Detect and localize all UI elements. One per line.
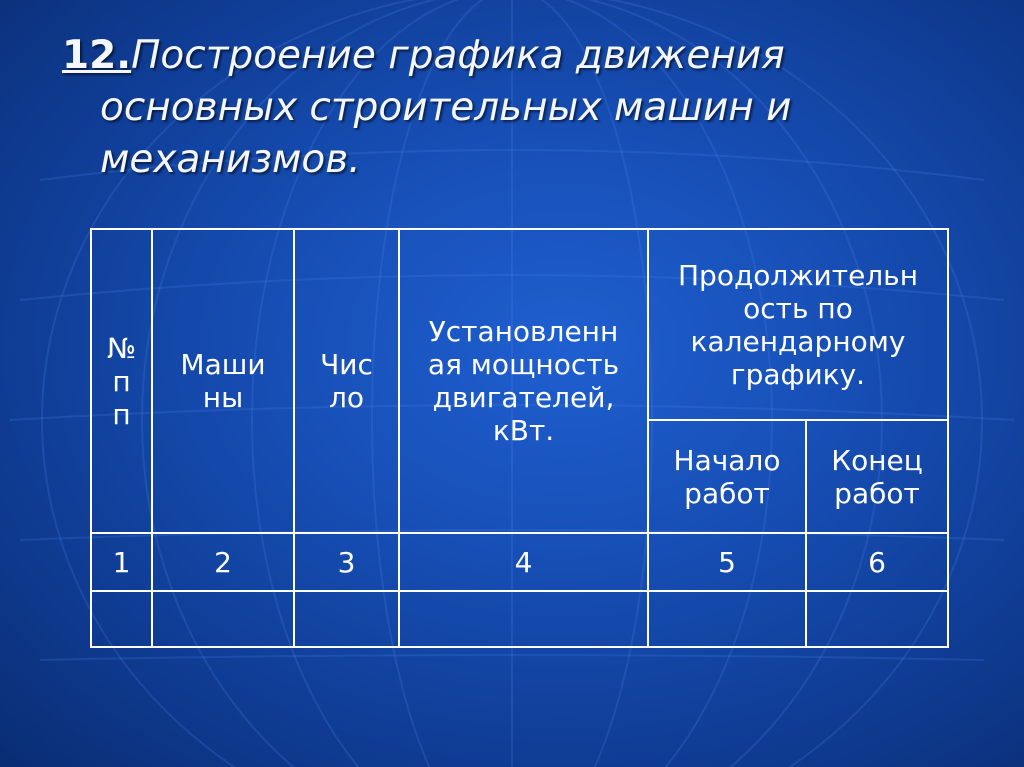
header-duration	[648, 229, 948, 420]
header-work-end-line: работ	[834, 476, 920, 510]
title-line-3: механизмов.	[100, 137, 361, 182]
empty-cell	[806, 591, 948, 647]
slide-title	[62, 30, 962, 186]
header-installed-power-line: ая мощность	[427, 348, 620, 381]
empty-cell	[91, 591, 152, 647]
title-number: 12.	[62, 33, 132, 78]
machines-schedule-table	[90, 228, 949, 648]
header-duration-line: ость по	[743, 291, 853, 325]
header-duration-line: календарному	[690, 324, 906, 358]
header-installed-power	[399, 229, 648, 533]
header-machines	[152, 229, 294, 533]
column-number-cell: 1	[91, 533, 152, 591]
column-number-row	[91, 533, 948, 591]
header-installed-power-line: кВт.	[492, 414, 555, 447]
header-work-start-line: работ	[684, 476, 770, 510]
empty-cell	[399, 591, 648, 647]
title-line-1: Построение графика движения	[131, 33, 785, 78]
header-machines-line: ны	[202, 381, 244, 414]
column-number-cell: 4	[399, 533, 648, 591]
header-count-line: Чис	[320, 348, 373, 381]
empty-cell	[648, 591, 806, 647]
header-row-number-line: №	[106, 331, 137, 365]
header-row-number-line: п	[112, 397, 131, 431]
header-work-end-line: Конец	[831, 443, 923, 477]
header-machines-line: Маши	[180, 348, 266, 381]
header-work-start	[648, 420, 806, 533]
header-installed-power-line: двигателей,	[432, 381, 615, 414]
empty-cell	[294, 591, 399, 647]
header-duration-line: Продолжительн	[677, 258, 918, 292]
header-duration-line: графику.	[730, 357, 866, 391]
column-number-cell: 5	[648, 533, 806, 591]
header-row-number-line: п	[112, 364, 131, 398]
column-number-cell: 3	[294, 533, 399, 591]
title-line-2: основных строительных машин и	[100, 85, 792, 130]
column-number-cell: 6	[806, 533, 948, 591]
header-installed-power-line: Установленн	[428, 315, 619, 348]
header-row-number	[91, 229, 152, 533]
empty-cell	[152, 591, 294, 647]
column-number-cell: 2	[152, 533, 294, 591]
header-count	[294, 229, 399, 533]
empty-data-row	[91, 591, 948, 647]
header-work-start-line: Начало	[673, 443, 781, 477]
header-work-end	[806, 420, 948, 533]
header-count-line: ло	[328, 381, 365, 414]
